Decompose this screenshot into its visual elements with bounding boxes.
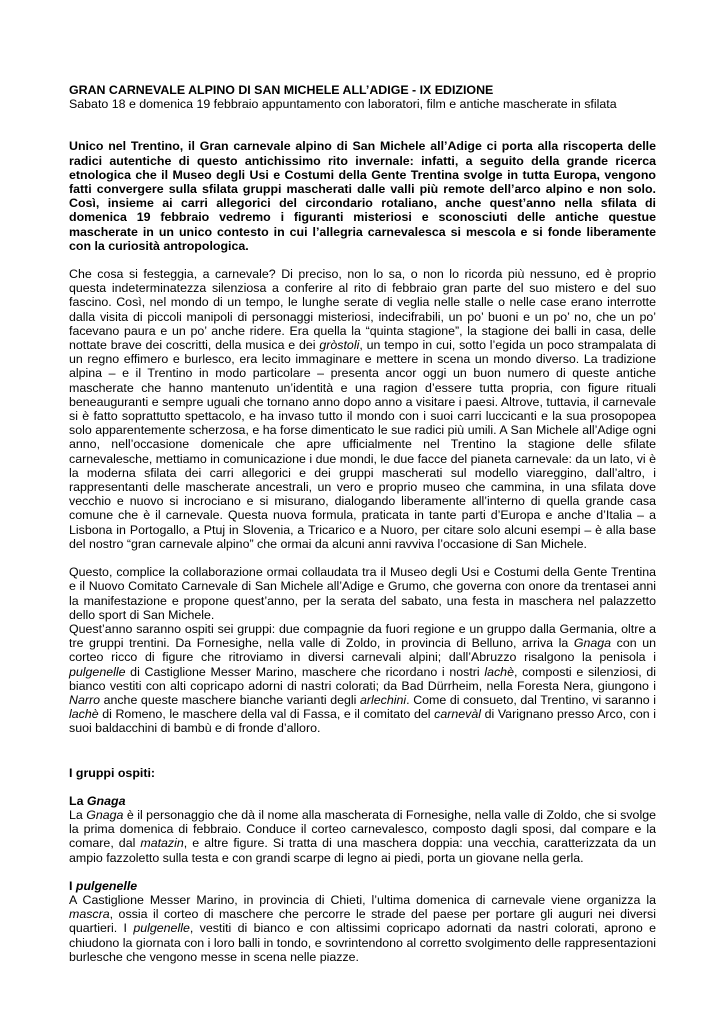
lead-text: Unico nel Trentino, il Gran carnevale alpino di San Michele all’Adige ci porta alla riscoperta delle radici autentiche di questo antichissimo rito invernale: infatti, a seguito della grande ricerca etnologica che il Museo degli Usi e Costumi della Gente Trentina svolge in tutta Europa, vengono fatti convergere sulla sfilata gruppi mascherati dalle valli più remote dell’arco alpino e non solo. Così, insieme ai carri allegorici del circondario rotaliano, anche quest’anno nella sfilata di domenica 19 febbraio vedremo i figuranti misteriosi e sconosciuti delle antiche questue mascherate in un unico contesto in cui l’allegria carnevalesca si mescola e si fonde liberamente con la curiosità antropologica. bbox=[69, 139, 656, 253]
text-run: di Varignano presso Arco, con i suoi baldacchini di bambù e di fronde d’alloro. bbox=[69, 707, 656, 736]
text-run: Quest’anno saranno ospiti sei gruppi: due compagnie da fuori regione e un gruppo dalla Germania, oltre a tre gruppi trentini. Da Fornesighe, nella valle di Zoldo, in provincia di Belluno, arriva la bbox=[69, 621, 656, 651]
italic-term: matazin bbox=[140, 836, 184, 851]
italic-term: Gnaga bbox=[573, 636, 612, 651]
text-run: di Castiglione Messer Marino, maschere che ricordano i nostri bbox=[125, 664, 485, 679]
text-run: I bbox=[69, 878, 76, 893]
text-run: con un corteo ricco di figure che ritroviamo in diversi carnevali alpini; dall’Abruzzo risalgono la penisola i bbox=[69, 636, 656, 665]
text-run: anche queste maschere bianche varianti degli bbox=[99, 692, 361, 707]
italic-term: Gnaga bbox=[86, 793, 126, 808]
italic-term: lachè bbox=[484, 664, 514, 679]
text-run: di Romeno, le maschere della val di Fassa, e il comitato del bbox=[98, 707, 435, 722]
text-run: , vestiti di bianco e con altissimi copricapo adornati da nastri colorati, aprono e chiudono la giornata con i loro balli in tondo, e sovrintendono al corretto svolgimento delle rappresentazioni burlesche che vengono messe in scena nelle piazze. bbox=[69, 921, 656, 964]
italic-term: Gnaga bbox=[86, 807, 124, 822]
text-run: , un tempo in cui, sotto l’egida un poco strampalata di un regno effimero e burlesco, era lecito immaginare e mettere in scena un mondo diverso. La tradizione alpina – e il Trentino in modo particolare – presenta ancor oggi un buon numero di queste antiche mascherate che hanno mantenuto un’identità e una ragion d’essere tutta propria, con figure rituali beneauguranti e sempre uguali che tornano anno dopo anno a visitare i paesi. Altrove, tuttavia, il carnevale si è fatto soprattutto spettacolo, e ha invaso tutto il mondo con i suoi carri luccicanti e la sua prosopopea solo apparentemente scherzosa, e ha forse dimenticato le sue radici più umili. A San Michele all’Adige ogni anno, nell’occasione domenicale che apre ufficialmente nel Trentino la stagione delle sfilate carnevalesche, mettiamo in comunicazione i due mondi, le due facce del pianeta carnevale: da un lato, vi è la moderna sfilata dei carri allegorici e dei gruppi mascherati sul modello viareggino, dall’altro, i rappresentanti delle mascherate ancestrali, un vero e proprio museo che cammina, in una sfilata dove vecchio e nuovo si incrociano e si misurano, dialogando liberamente all’interno di quella grande casa comune che è il carnevale. Questa nuova formula, praticata in tante parti d’Europa e anche d’Italia – a Lisbona in Portogallo, a Ptuj in Slovenia, a Tricarico e a Nuoro, per citare solo alcuni esempi – è alla base del nostro “gran carnevale alpino” che ormai da alcuni anni ravviva l’occasione di San Michele. bbox=[69, 338, 656, 551]
paragraph-pulgenelle bbox=[69, 893, 656, 964]
italic-term: arlechini bbox=[360, 692, 407, 707]
italic-term: carnevàl bbox=[434, 707, 481, 722]
text-run: , composti e silenziosi, di bianco vestiti con alti copricapo adorni di nastri colorati; da Bad Dürrheim, nella Foresta Nera, giungono i bbox=[69, 664, 656, 693]
text-run: , e altre figure. Si tratta di una maschera doppia: una vecchia, caratterizzata da un ampio fazzoletto sulla testa e con grandi scarpe di legno ai piedi, porta un giovane nella gerla. bbox=[69, 836, 656, 865]
italic-term: lachè bbox=[69, 707, 99, 722]
text-run: , ossia il corteo di maschere che percorre le strade del paese per portare gli auguri nei diversi quartieri. I bbox=[69, 907, 656, 936]
document-subtitle: Sabato 18 e domenica 19 febbraio appuntamento con laboratori, film e antiche mascherate in sfilata bbox=[69, 97, 617, 112]
text-run: La bbox=[69, 807, 87, 822]
text-run: A Castiglione Messer Marino, in provincia di Chieti, l’ultima domenica di carnevale viene organizza la bbox=[69, 892, 656, 907]
italic-term: pulgenelle bbox=[75, 878, 138, 893]
text-run: è il personaggio che dà il nome alla mascherata di Fornesighe, nella valle di Zoldo, che si svolge la prima domenica di febbraio. Conduce il corteo carnevalesco, composto dagli sposi, dal compare e la comare, dal bbox=[69, 807, 656, 851]
paragraph-guests bbox=[69, 622, 656, 736]
italic-term: mascra bbox=[69, 907, 110, 922]
text-run: . Come di consueto, dal Trentino, vi saranno i bbox=[406, 692, 656, 707]
italic-term: gròstoli bbox=[319, 338, 360, 353]
subheading-pulgenelle bbox=[69, 879, 656, 893]
paragraph-collaboration: Questo, complice la collaborazione ormai collaudata tra il Museo degli Usi e Costumi della Gente Trentina e il Nuovo Comitato Carnevale di San Michele all’Adige e Grumo, che governa con onore da trentasei anni la manifestazione e propone quest’anno, per la serata del sabato, una festa in maschera nel palazzetto dello sport di San Michele. bbox=[69, 565, 656, 622]
italic-term: pulgenelle bbox=[133, 921, 190, 936]
paragraph-gnaga bbox=[69, 808, 656, 865]
document-title: GRAN CARNEVALE ALPINO DI SAN MICHELE ALL’ADIGE - IX EDIZIONE bbox=[69, 83, 494, 97]
subheading-gnaga bbox=[69, 794, 656, 808]
paragraph-intro bbox=[69, 267, 656, 551]
italic-term: Narro bbox=[69, 692, 100, 707]
text-run: La bbox=[69, 793, 87, 808]
text-run: Che cosa si festeggia, a carnevale? Di preciso, non lo sa, o non lo ricorda più nessuno, ed è proprio questa indeterminatezza silenziosa a conferire al rito di febbraio gran parte del suo mistero e del suo fascino. Così, nel mondo di un tempo, le lunghe serate di veglia nelle stalle o nelle case erano interrotte dalla visita di piccoli manipoli di personaggi misteriosi, indecifrabili, un po’ buoni e un po’ no, che un po’ facevano paura e un po’ anche ridere. Era quella la “quinta stagione”, la stagione dei balli in casa, delle nottate brave dei coscritti, della musica e dei bbox=[69, 267, 656, 353]
document-body bbox=[69, 83, 656, 964]
italic-term: pulgenelle bbox=[69, 664, 126, 679]
lead-paragraph bbox=[69, 139, 656, 253]
section-heading-groups: I gruppi ospiti: bbox=[69, 765, 156, 780]
